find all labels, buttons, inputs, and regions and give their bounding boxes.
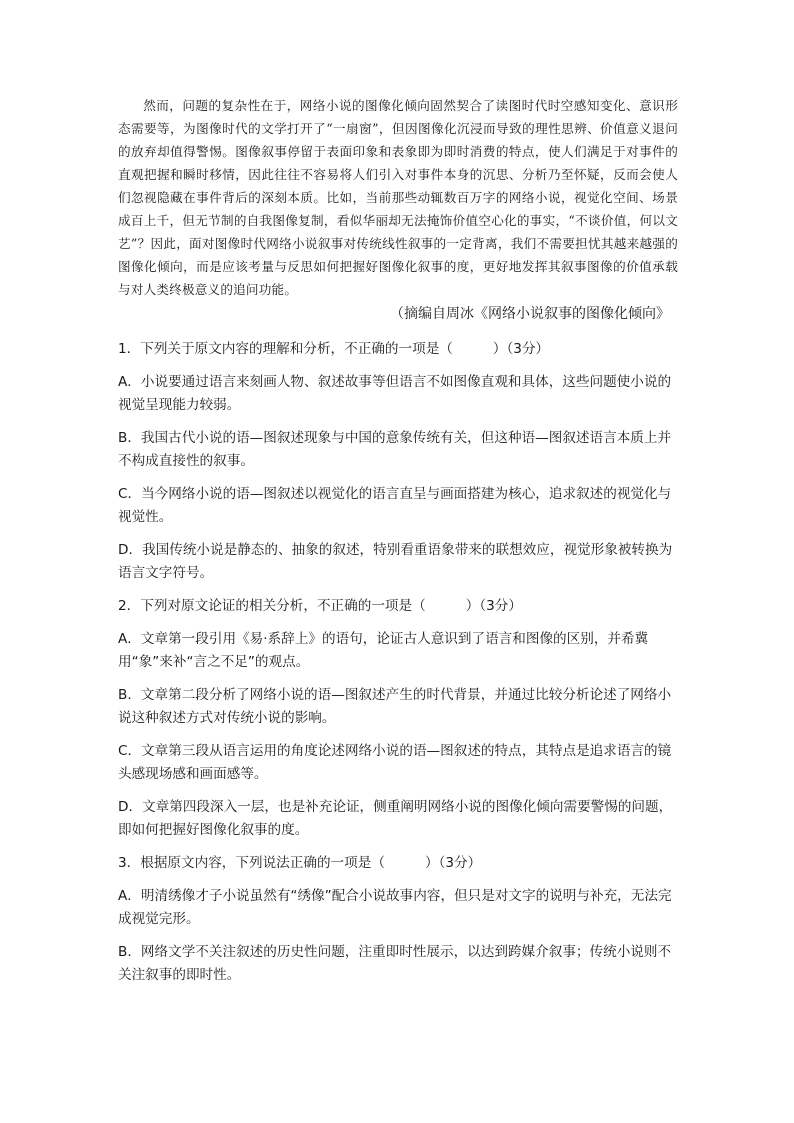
question-2 [118, 595, 678, 842]
option-c: C．文章第三段从语言运用的角度论述网络小说的语—图叙述的特点，其特点是追求语言的镜头感现场感和画面感等。 [118, 743, 672, 782]
source-citation: （摘编自周冰《网络小说叙事的图像化倾向》 [390, 306, 670, 322]
question-stem: 3．根据原文内容，下列说法正确的一项是（ ）（3分） [118, 855, 482, 871]
option-d: D．文章第四段深入一层，也是补充论证，侧重阐明网络小说的图像化倾向需要警惕的问题，即如何把握好图像化叙事的度。 [118, 799, 673, 838]
option-b: B．网络文学不关注叙述的历史性问题，注重即时性展示，以达到跨媒介叙事；传统小说则不关注叙事的即时性。 [118, 944, 672, 983]
question-1 [118, 338, 678, 585]
option-a: A．文章第一段引用《易·系辞上》的语句，论证古人意识到了语言和图像的区别，并希冀用“象”来补“言之不足”的观点。 [118, 631, 649, 670]
question-stem: 2．下列对原文论证的相关分析，不正确的一项是（ ）（3分） [118, 598, 522, 614]
question-stem: 1．下列关于原文内容的理解和分析，不正确的一项是（ ）（3分） [118, 341, 550, 357]
option-a: A．小说要通过语言来刻画人物、叙述故事等但语言不如图像直观和具体，这些问题使小说的视觉呈现能力较弱。 [118, 374, 672, 413]
option-b: B．我国古代小说的语—图叙述现象与中国的意象传统有关，但这种语—图叙述语言本质上并不构成直接性的叙事。 [118, 430, 672, 469]
questions-section [118, 338, 678, 997]
option-c: C．当今网络小说的语—图叙述以视觉化的语言直呈与画面搭建为核心，追求叙述的视觉化与视觉性。 [118, 486, 672, 525]
question-3 [118, 852, 678, 987]
option-a: A．明清绣像才子小说虽然有“绣像”配合小说故事内容，但只是对文字的说明与补充，无法完成视觉完形。 [118, 888, 672, 927]
option-d: D．我国传统小说是静态的、抽象的叙述，特别看重语象带来的联想效应，视觉形象被转换为语言文字符号。 [118, 542, 673, 581]
option-b: B．文章第二段分析了网络小说的语—图叙述产生的时代背景，并通过比较分析论述了网络小说这种叙述方式对传统小说的影响。 [118, 687, 672, 726]
passage-paragraph: 然而，问题的复杂性在于，网络小说的图像化倾向固然契合了读图时代时空感知变化、意识形态需要等，为图像时代的文学打开了“一扇窗”，但因图像化沉浸而导致的理性思辨、价值意义退问的放弃却值得警惕。图像叙事停留于表面印象和表象即为即时消费的特点，使人们满足于对事件的直观把握和瞬时移情，因此往往不容易将人们引入对事件本身的沉思、分析乃至怀疑，反而会使人们忽视隐藏在事件背后的深刻本质。比如，当前那些动辄数百万字的网络小说，视觉化空间、场景成百上千，但无节制的自我图像复制，看似华丽却无法掩饰价值空心化的事实，“不谈价值，何以文艺”？因此，面对图像时代网络小说叙事对传统线性叙事的一定背离，我们不需要担忧其越来越强的图像化倾向，而是应该考量与反思如何把握好图像化叙事的度，更好地发挥其叙事图像的价值承载与对人类终极意义的追问功能。 [118, 98, 678, 297]
